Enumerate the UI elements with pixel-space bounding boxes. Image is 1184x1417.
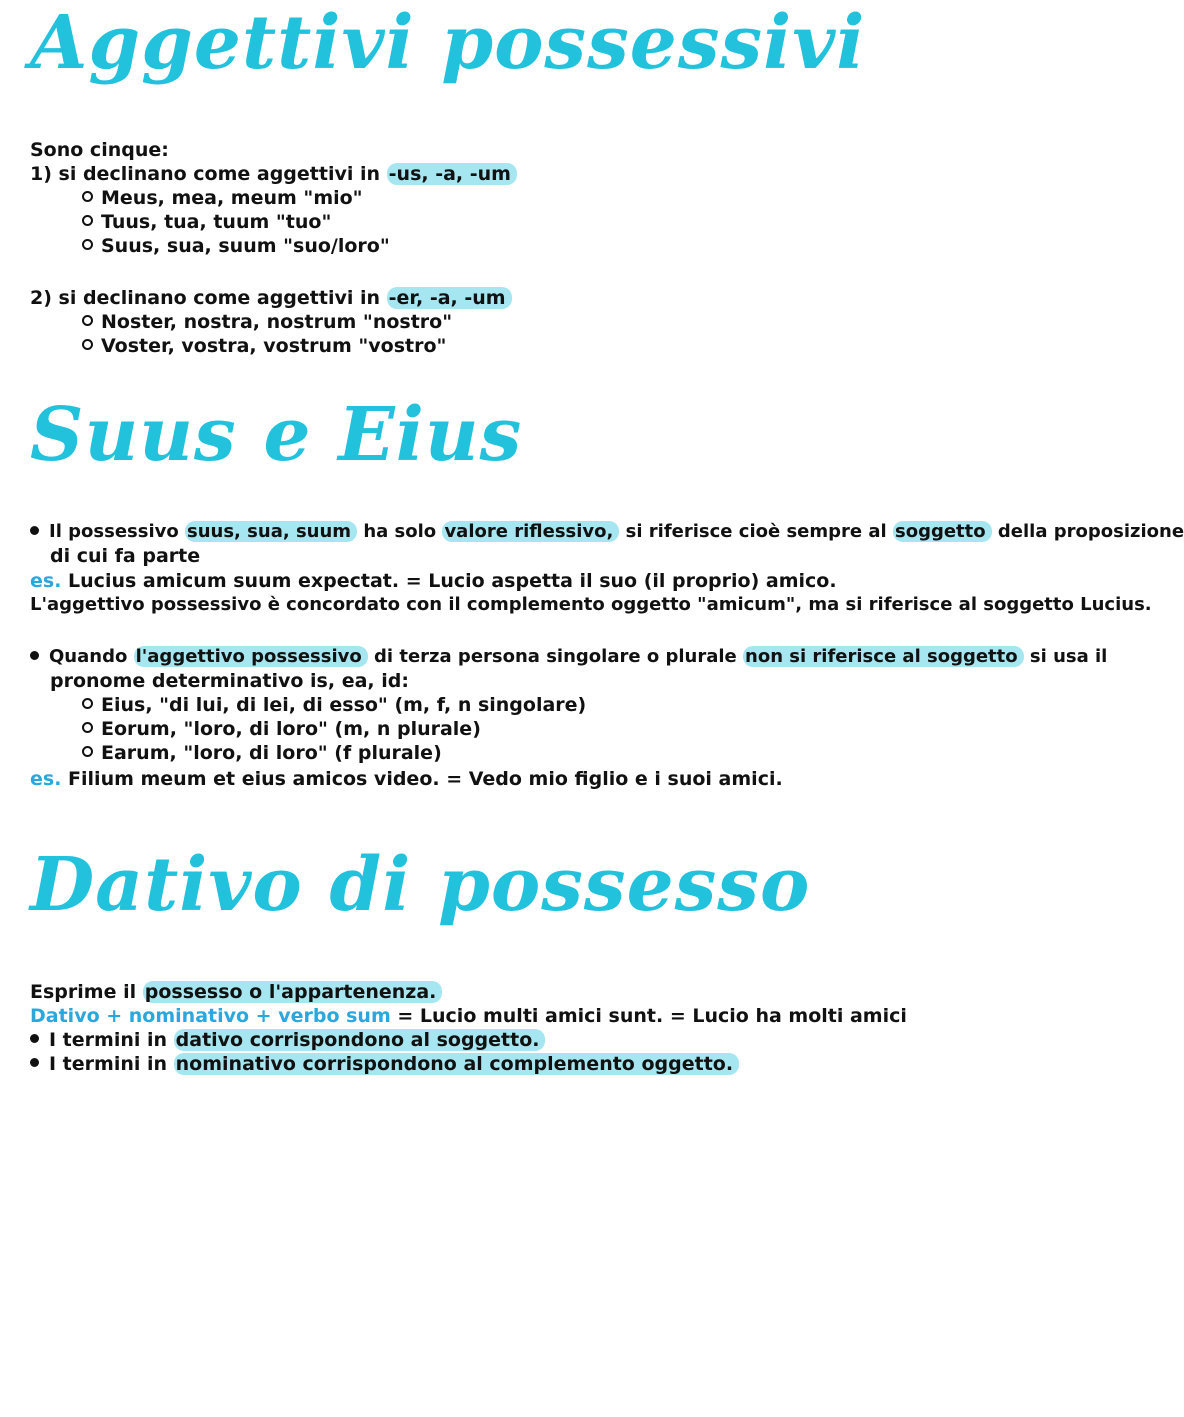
list-item: Eius, "di lui, di lei, di esso" (m, f, n singolare) [82,693,586,717]
group1-line [30,162,517,186]
example-2: es. Filium meum et eius amicos video. = Vedo mio figlio e i suoi amici. [30,768,783,790]
circle-bullet-icon [82,239,93,250]
bullet-icon [30,526,39,535]
list-item: Eorum, "loro, di loro" (m, n plurale) [82,717,481,741]
section-title-suus-eius: Suus e Eius [30,392,523,478]
circle-bullet-icon [82,215,93,226]
bullet-icon [30,651,39,660]
bullet-suus: Il possessivo suus, sua, suum ha solo valore riflessivo, si riferisce cioè sempre al soggetto della proposizione [30,520,1184,544]
circle-bullet-icon [82,746,93,757]
list-item: Tuus, tua, tuum "tuo" [82,210,331,234]
bullet-icon [30,1058,39,1067]
list-item: Suus, sua, suum "suo/loro" [82,234,390,258]
bullet-dativo: I termini in dativo corrispondono al soggetto. [30,1028,545,1052]
circle-bullet-icon [82,315,93,326]
circle-bullet-icon [82,722,93,733]
list-item: Meus, mea, meum "mio" [82,186,363,210]
group2-ending: -er, -a, -um [387,287,512,309]
list-item: Noster, nostra, nostrum "nostro" [82,310,452,334]
group2-line [30,286,512,310]
bullet-icon [30,1034,39,1043]
intro-text: Sono cinque: [30,139,169,161]
bullet-eius-continuation: pronome determinativo is, ea, id: [50,670,409,692]
list-item: Earum, "loro, di loro" (f plurale) [82,741,442,765]
circle-bullet-icon [82,339,93,350]
example-label: es. [30,570,62,592]
dativo-formula: Dativo + nominativo + verbo sum [30,1005,391,1027]
bullet-eius: Quando l'aggettivo possessivo di terza persona singolare o plurale non si riferisce al soggetto si usa il [30,645,1107,669]
circle-bullet-icon [82,191,93,202]
dativo-formula-line: Dativo + nominativo + verbo sum = Lucio multi amici sunt. = Lucio ha molti amici [30,1005,907,1027]
note-text: L'aggettivo possessivo è concordato con il complemento oggetto "amicum", ma si riferisce al soggetto Lucius. [30,594,1152,615]
circle-bullet-icon [82,698,93,709]
list-item: Voster, vostra, vostrum "vostro" [82,334,446,358]
bullet-nominativo: I termini in nominativo corrispondono al complemento oggetto. [30,1052,739,1076]
section-title-dativo: Dativo di possesso [30,842,811,928]
group1-ending: -us, -a, -um [387,163,517,185]
bullet-suus-continuation: di cui fa parte [50,545,201,567]
group1-label: 1) si declinano come aggettivi in [30,163,381,185]
example-1: es. Lucius amicum suum expectat. = Lucio aspetta il suo (il proprio) amico. [30,570,837,592]
section-title-aggettivi: Aggettivi possessivi [30,0,866,86]
example-label: es. [30,768,62,790]
dativo-intro: Esprime il possesso o l'appartenenza. [30,980,442,1004]
group2-label: 2) si declinano come aggettivi in [30,287,381,309]
